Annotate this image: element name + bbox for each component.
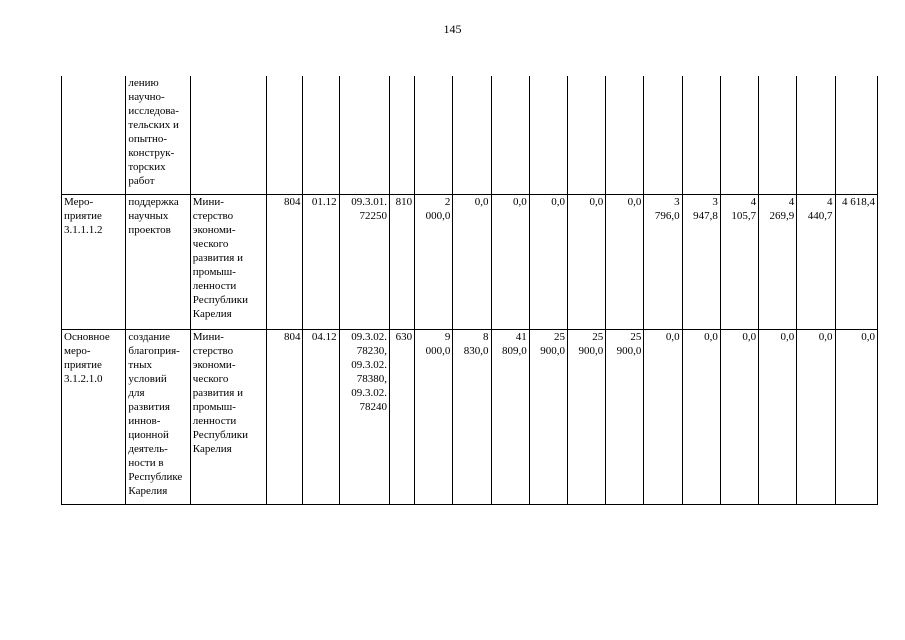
value-cell: 0,0 <box>835 330 877 505</box>
value-cell: 25 900,0 <box>567 330 605 505</box>
rz-pr-cell <box>303 76 339 195</box>
table-row <box>62 330 878 505</box>
value-cell <box>682 76 720 195</box>
value-cell <box>567 76 605 195</box>
status-cell: Основное меро- приятие 3.1.2.1.0 <box>62 330 126 505</box>
value-cell <box>644 76 682 195</box>
csr-cell: 09.3.02. 78230, 09.3.02. 78380, 09.3.02. 78240 <box>339 330 389 505</box>
value-cell: 4 105,7 <box>720 195 758 330</box>
value-cell: 3 796,0 <box>644 195 682 330</box>
value-cell: 0,0 <box>491 195 529 330</box>
value-cell: 4 618,4 <box>835 195 877 330</box>
value-cell: 3 947,8 <box>682 195 720 330</box>
value-cell: 0,0 <box>606 195 644 330</box>
executor-cell: Мини- стерство экономи- ческого развития и промыш- ленности Республики Карелия <box>190 330 266 505</box>
value-cell: 0,0 <box>644 330 682 505</box>
value-cell: 0,0 <box>529 195 567 330</box>
value-cell <box>720 76 758 195</box>
rz-pr-cell: 04.12 <box>303 330 339 505</box>
value-cell: 4 269,9 <box>759 195 797 330</box>
grbs-cell <box>267 76 303 195</box>
vr-cell <box>389 76 414 195</box>
value-cell: 0,0 <box>682 330 720 505</box>
page-number: 145 <box>443 22 462 36</box>
value-cell <box>453 76 491 195</box>
vr-cell: 630 <box>389 330 414 505</box>
value-cell: 0,0 <box>759 330 797 505</box>
value-cell <box>606 76 644 195</box>
value-cell: 0,0 <box>567 195 605 330</box>
value-cell <box>491 76 529 195</box>
budget-table <box>61 76 878 505</box>
value-cell <box>415 76 453 195</box>
vr-cell: 810 <box>389 195 414 330</box>
value-cell: 0,0 <box>797 330 835 505</box>
executor-cell <box>190 76 266 195</box>
value-cell: 25 900,0 <box>606 330 644 505</box>
table-row <box>62 76 878 195</box>
budget-table-wrapper <box>61 76 878 505</box>
status-cell <box>62 76 126 195</box>
value-cell: 25 900,0 <box>529 330 567 505</box>
value-cell: 4 440,7 <box>797 195 835 330</box>
value-cell: 8 830,0 <box>453 330 491 505</box>
executor-cell: Мини- стерство экономи- ческого развития и промыш- ленности Республики Карелия <box>190 195 266 330</box>
value-cell <box>759 76 797 195</box>
value-cell <box>835 76 877 195</box>
value-cell <box>529 76 567 195</box>
value-cell: 41 809,0 <box>491 330 529 505</box>
value-cell <box>797 76 835 195</box>
name-cell: создание благоприя- тных условий для развития иннов- ционной деятель- ности в Республике Карелия <box>126 330 190 505</box>
name-cell: поддержка научных проектов <box>126 195 190 330</box>
csr-cell: 09.3.01. 72250 <box>339 195 389 330</box>
value-cell: 9 000,0 <box>415 330 453 505</box>
csr-cell <box>339 76 389 195</box>
grbs-cell: 804 <box>267 195 303 330</box>
table-row <box>62 195 878 330</box>
value-cell: 2 000,0 <box>415 195 453 330</box>
value-cell: 0,0 <box>453 195 491 330</box>
status-cell: Меро- приятие 3.1.1.1.2 <box>62 195 126 330</box>
name-cell: лению научно- исследова- тельских и опытно- конструк- торских работ <box>126 76 190 195</box>
grbs-cell: 804 <box>267 330 303 505</box>
rz-pr-cell: 01.12 <box>303 195 339 330</box>
value-cell: 0,0 <box>720 330 758 505</box>
